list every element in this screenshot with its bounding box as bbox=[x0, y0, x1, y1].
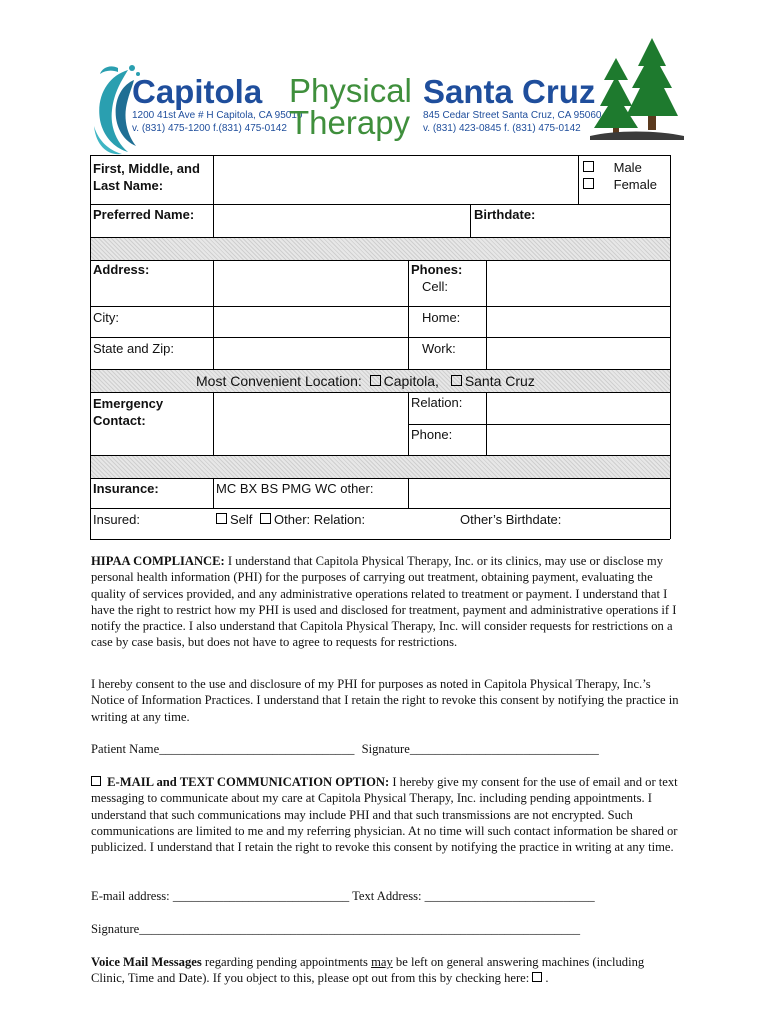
hipaa-body: I understand that Capitola Physical Therapy, Inc. or its clinics, may use or disclose my personal health information (PHI) for the purposes of carrying out treatment, obtaining payment, evaluating the quality of services provided, and any administrative operations related to treatment or payment. I understand that I have the right to restrict how my PHI is used and disclosed for treatment, payment and administrative operations if I notify the practice. I also understand that Capitola Physical Therapy, Inc. will consider requests for restrictions on a case by case basis, but does not have to agree to requests for restrictions. bbox=[91, 554, 677, 650]
email-consent-checkbox[interactable] bbox=[91, 776, 101, 786]
signature-label: Signature bbox=[361, 742, 410, 756]
santacruz-checkbox[interactable] bbox=[451, 375, 462, 386]
signature-line-1 bbox=[91, 741, 681, 757]
patient-name-label: Patient Name bbox=[91, 742, 160, 756]
email-address-line: E-mail address: ____________________________ Text Address: ___________________________ bbox=[91, 889, 595, 903]
capitola-address: 1200 41st Ave # H Capitola, CA 95010 bbox=[132, 110, 303, 121]
signature-field[interactable]: ______________________________ bbox=[409, 742, 599, 756]
email-body: I hereby give my consent for the use of email and or text messaging to communicate about my care at Capitola Physical Therapy, Inc. including pending appointments. I understand that such communications may include PHI and that such transmissions are not encrypted. Such communications are limited to me and my referring physician. At no time will such contact information be shared or publicized. I understand that I retain the right to revoke this consent by notifying the practice in writing at any time. bbox=[91, 775, 678, 855]
address-label: Address: bbox=[93, 262, 150, 277]
santa-cruz-brand: Santa Cruz bbox=[423, 73, 596, 110]
location-row: Most Convenient Location: Capitola, Santa Cruz bbox=[196, 373, 535, 389]
hipaa-title: HIPAA COMPLIANCE: bbox=[91, 554, 225, 568]
female-option[interactable]: Female bbox=[583, 177, 657, 192]
name-field[interactable] bbox=[215, 157, 575, 203]
city-label: City: bbox=[93, 310, 119, 325]
voicemail-paragraph: Voice Mail Messages regarding pending appointments may be left on general answering machines (including Clinic, Time and Date). If you object to this, please opt out from this by checking here: . bbox=[91, 955, 645, 986]
name-label: First, Middle, and Last Name: bbox=[93, 161, 200, 193]
voicemail-optout-checkbox[interactable] bbox=[532, 972, 542, 982]
section-divider-1 bbox=[90, 238, 670, 260]
text-address-field[interactable]: ___________________________ bbox=[424, 889, 595, 903]
capitola-phone: v. (831) 475-1200 f.(831) 475-0142 bbox=[132, 123, 287, 134]
santacruz-address: 845 Cedar Street Santa Cruz, CA 95060 bbox=[423, 110, 602, 121]
work-label: Work: bbox=[422, 341, 456, 356]
male-checkbox[interactable] bbox=[583, 161, 594, 172]
state-zip-label: State and Zip: bbox=[93, 341, 174, 356]
santacruz-phone: v. (831) 423-0845 f. (831) 475-0142 bbox=[423, 123, 581, 134]
email-address-field[interactable]: ____________________________ bbox=[172, 889, 350, 903]
insurance-label: Insurance: bbox=[93, 481, 159, 496]
male-option[interactable]: Male bbox=[583, 160, 642, 175]
other-checkbox[interactable] bbox=[260, 513, 271, 524]
consent-paragraph: I hereby consent to the use and disclosure of my PHI for purposes as noted in Capitola Physical Therapy, Inc.’s Notice of Information Practices. I understand that I retain the right to revoke this consent by notifying the practice in writing at any time. bbox=[91, 677, 679, 724]
insurance-options: MC BX BS PMG WC other: bbox=[216, 481, 374, 496]
preferred-name-label: Preferred Name: bbox=[93, 207, 195, 222]
insured-label: Insured: bbox=[93, 512, 140, 527]
cell-label: Cell: bbox=[422, 279, 449, 294]
therapy-brand: Therapy bbox=[289, 104, 411, 141]
section-divider-2 bbox=[90, 456, 670, 478]
phone-label: Phone: bbox=[411, 427, 453, 442]
insured-options: Self Other: Relation: bbox=[216, 512, 365, 527]
pine-trees-icon bbox=[586, 36, 686, 146]
phones-label: Phones: bbox=[411, 262, 463, 277]
others-birthdate-label: Other’s Birthdate: bbox=[460, 512, 562, 527]
voicemail-title: Voice Mail Messages bbox=[91, 955, 202, 969]
physical-brand: Physical bbox=[289, 72, 412, 109]
birthdate-label: Birthdate: bbox=[474, 207, 536, 222]
email-signature-line: Signature______________________________________________________________________ bbox=[91, 922, 581, 936]
capitola-checkbox[interactable] bbox=[370, 375, 381, 386]
email-paragraph bbox=[91, 774, 681, 855]
practice-logo bbox=[88, 58, 693, 158]
female-checkbox[interactable] bbox=[583, 178, 594, 189]
capitola-brand: Capitola bbox=[132, 73, 263, 110]
home-label: Home: bbox=[422, 310, 461, 325]
patient-name-field[interactable]: _______________________________ bbox=[159, 742, 355, 756]
emergency-label: Emergency Contact: bbox=[93, 396, 164, 428]
relation-label: Relation: bbox=[411, 395, 463, 410]
email-signature-field[interactable]: ______________________________________________________________________ bbox=[139, 922, 581, 936]
hipaa-paragraph bbox=[91, 553, 681, 651]
email-title: E-MAIL and TEXT COMMUNICATION OPTION: bbox=[107, 775, 390, 789]
self-checkbox[interactable] bbox=[216, 513, 227, 524]
